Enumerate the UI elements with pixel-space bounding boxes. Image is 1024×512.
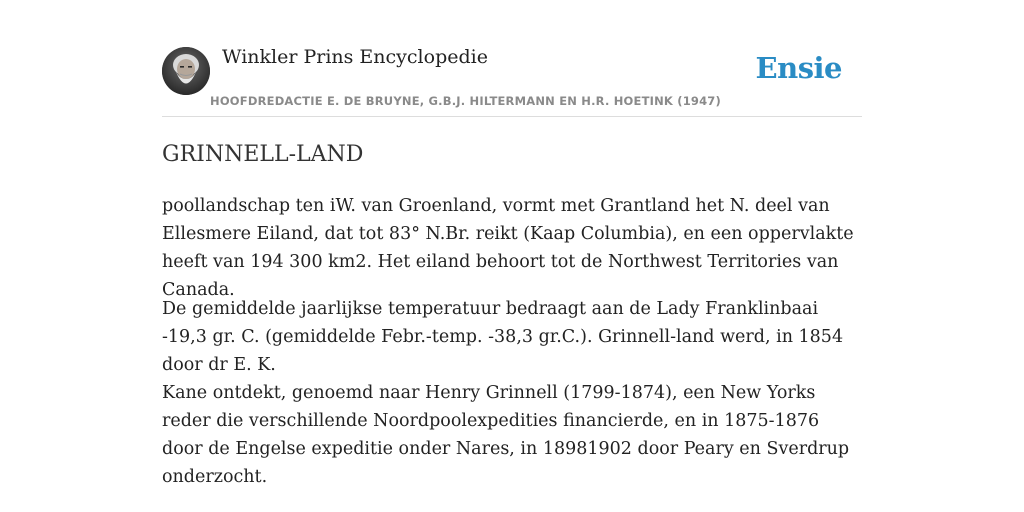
- site-header: [162, 0, 862, 117]
- article-paragraph: De gemiddelde jaarlijkse temperatuur bedraagt aan de Lady Franklinbaai -19,3 gr. C. (gemiddelde Febr.-temp. -38,3 gr.C.). Grinnell-land werd, in 1854 door dr E. K.: [162, 299, 844, 375]
- author-portrait-icon: [162, 47, 210, 95]
- brand-logo[interactable]: Ensie: [755, 51, 842, 85]
- avatar[interactable]: [162, 47, 210, 95]
- article-title: GRINNELL-LAND: [162, 142, 364, 167]
- site-title[interactable]: Winkler Prins Encyclopedie: [222, 46, 488, 68]
- page-container: [162, 0, 862, 487]
- article-paragraph: poollandschap ten iW. van Groenland, vormt met Grantland het N. deel van Ellesmere Eiland, dat tot 83° N.Br. reikt (Kaap Columbia), en een oppervlakte heeft van 194 300 km2. Het eiland behoort tot de Northwest Territories van Canada.: [162, 196, 854, 300]
- editorial-subtitle: HOOFDREDACTIE E. DE BRUYNE, G.B.J. HILTERMANN EN H.R. HOETINK (1947): [210, 94, 721, 108]
- article-paragraph: Kane ontdekt, genoemd naar Henry Grinnell (1799-1874), een New Yorks reder die verschillende Noordpoolexpedities financierde, en in 1875-1876 door de Engelse expeditie onder Nares, in 18981902 door Peary en Sverdrup onderzocht.: [162, 383, 850, 487]
